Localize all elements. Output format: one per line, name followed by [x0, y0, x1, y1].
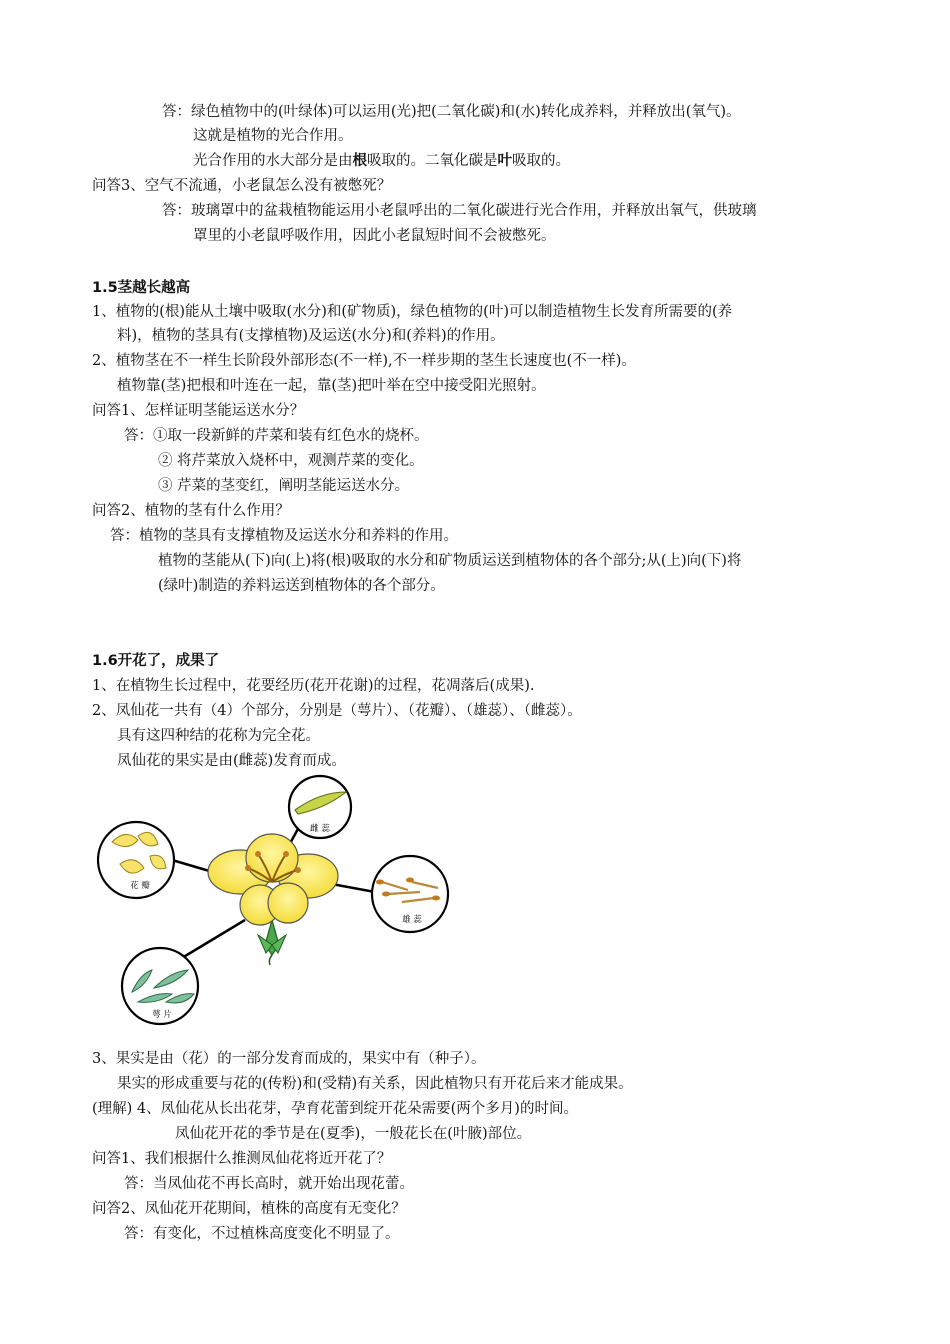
answer-3-line-2: 罩里的小老鼠呼吸作用，因此小老鼠短时间不会被憋死。: [193, 228, 556, 244]
s15-answer-1-step-2: ② 将芹菜放入烧杯中，观测芹菜的变化。: [158, 453, 424, 469]
s16-point-4-line-2: 凤仙花开花的季节是在(夏季)，一般花长在(叶腋)部位。: [175, 1126, 532, 1142]
label-pistil: 雌 蕊: [310, 824, 330, 834]
label-sepal: 萼 片: [152, 1010, 172, 1020]
s16-question-2: 问答2、凤仙花开花期间，植株的高度有无变化？: [92, 1201, 406, 1217]
flower-structure-diagram: [90, 770, 490, 1040]
s15-answer-2-line-2: 植物的茎能从(下)向(上)将(根)吸取的水分和矿物质运送到植物体的各个部分;从(上)向(下)将: [158, 553, 742, 569]
s15-point-1-line-1: 1、植物的(根)能从土壤中吸取(水分)和(矿物质)，绿色植物的(叶)可以制造植物生长发育所需要的(养: [92, 304, 733, 320]
s15-question-2: 问答2、植物的茎有什么作用？: [92, 503, 290, 519]
s15-answer-1-step-3: ③ 芹菜的茎变红，阐明茎能运送水分。: [158, 478, 410, 494]
s16-answer-2: 答：有变化，不过植株高度变化不明显了。: [124, 1226, 400, 1242]
s16-point-3-line-2: 果实的形成重要与花的(传粉)和(受精)有关系，因此植物只有开花后来才能成果。: [117, 1076, 633, 1092]
s16-point-2: 2、凤仙花一共有（4）个部分，分别是（萼片）、（花瓣）、（雄蕊）、（雌蕊）。: [92, 703, 582, 719]
s15-question-1: 问答1、怎样证明茎能运送水分？: [92, 403, 305, 419]
section-1-6-title: 1.6开花了，成果了: [92, 653, 220, 669]
bold-leaf: 叶: [497, 153, 512, 169]
s16-answer-1: 答：当凤仙花不再长高时，就开始出现花蕾。: [124, 1176, 414, 1192]
pistil-detail: [289, 776, 351, 838]
bold-root: 根: [352, 153, 367, 169]
answer-1-line-1: 答：绿色植物中的(叶绿体)可以运用(光)把(二氧化碳)和(水)转化成养料，并释放出(氧气)。: [162, 104, 741, 120]
s16-point-2-line-2: 具有这四种结的花称为完全花。: [117, 728, 320, 744]
s15-answer-2-line-3: (绿叶)制造的养料运送到植物体的各个部分。: [158, 578, 445, 594]
s15-answer-1-step-1: 答：①取一段新鲜的芹菜和装有红色水的烧杯。: [124, 428, 429, 444]
s15-point-2-line-1: 2、植物茎在不一样生长阶段外部形态(不一样),不一样步期的茎生长速度也(不一样)。: [92, 353, 636, 369]
s15-point-2-line-2: 植物靠(茎)把根和叶连在一起，靠(茎)把叶举在空中接受阳光照射。: [117, 378, 546, 394]
label-stamen: 雄 蕊: [402, 915, 422, 925]
petal-detail: [98, 822, 174, 898]
flower-illustration: [208, 834, 338, 965]
s16-point-2-line-3: 凤仙花的果实是由(雌蕊)发育而成。: [117, 753, 346, 769]
s16-point-3: 3、果实是由（花）的一部分发育而成的，果实中有（种子）。: [92, 1051, 486, 1067]
answer-1-line-2: 这就是植物的光合作用。: [193, 128, 353, 144]
answer-1-line-3: 光合作用的水大部分是由根吸取的。二氧化碳是叶吸取的。: [193, 153, 570, 169]
s15-point-1-line-2: 料)，植物的茎具有(支撑植物)及运送(水分)和(养料)的作用。: [117, 328, 505, 344]
s15-answer-2-line-1: 答：植物的茎具有支撑植物及运送水分和养料的作用。: [110, 528, 458, 544]
label-petal: 花 瓣: [130, 881, 150, 891]
section-1-5-title: 1.5茎越长越高: [92, 280, 191, 296]
s16-point-1: 1、在植物生长过程中，花要经历(花开花谢)的过程，花凋落后(成果).: [92, 678, 535, 694]
answer-3-line-1: 答：玻璃罩中的盆栽植物能运用小老鼠呼出的二氧化碳进行光合作用，并释放出氧气，供玻璃: [162, 203, 757, 219]
question-3: 问答3、空气不流通，小老鼠怎么没有被憋死？: [92, 178, 392, 194]
stamen-detail: [372, 856, 448, 932]
sepal-detail: [122, 948, 198, 1024]
s16-point-4: (理解) 4、凤仙花从长出花芽，孕育花蕾到绽开花朵需要(两个多月)的时间。: [92, 1101, 578, 1117]
s16-question-1: 问答1、我们根据什么推测凤仙花将近开花了？: [92, 1151, 392, 1167]
